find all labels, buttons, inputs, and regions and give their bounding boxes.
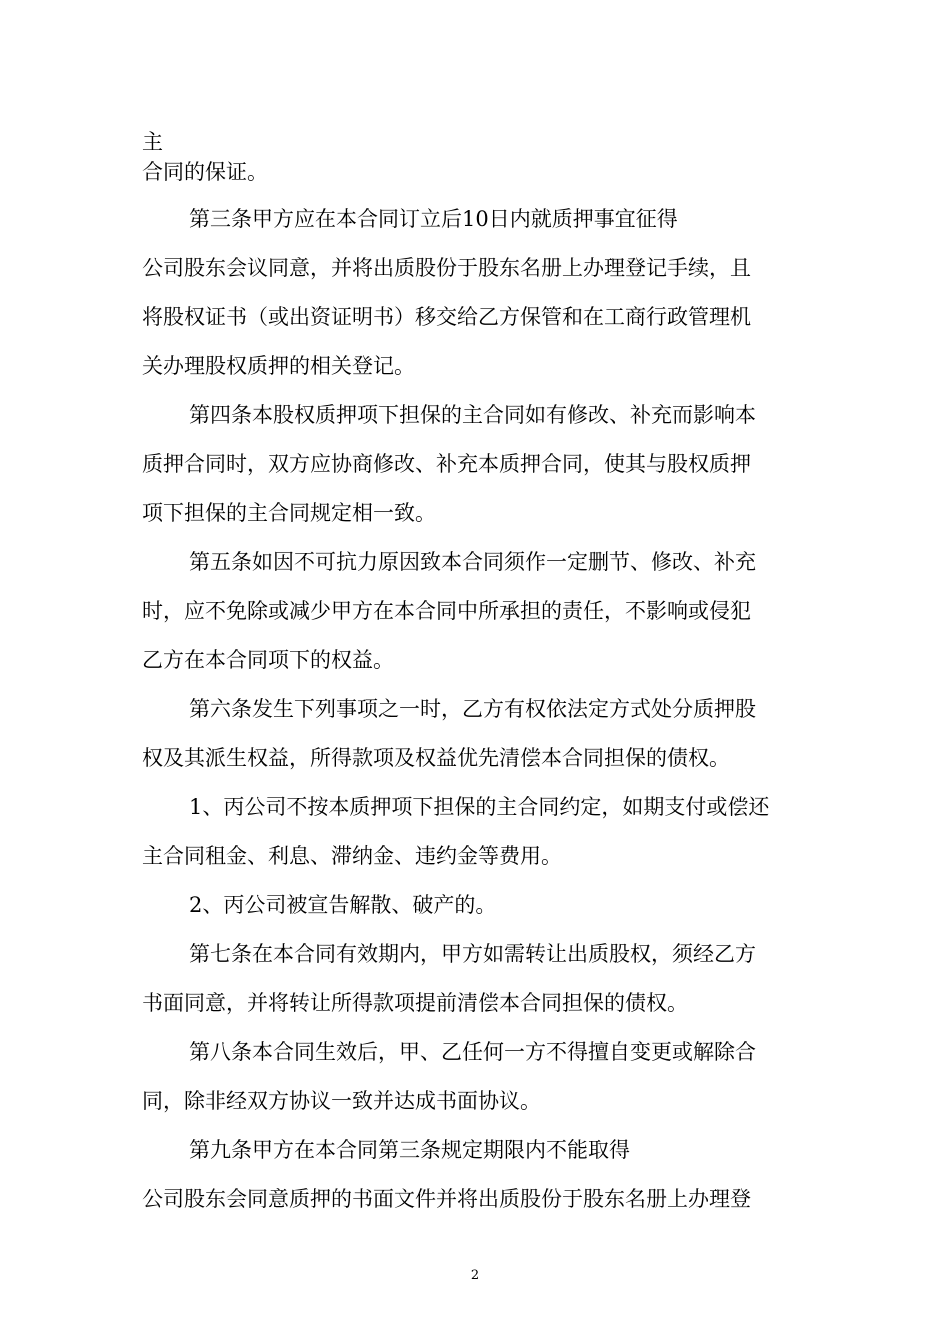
text-line: 第五条如因不可抗力原因致本合同须作一定删节、修改、补充	[189, 550, 756, 574]
text-line: 权及其派生权益，所得款项及权益优先清偿本合同担保的债权。	[142, 746, 730, 770]
text-line: 项下担保的主合同规定相一致。	[142, 501, 436, 525]
text-line: 第八条本合同生效后，甲、乙任何一方不得擅自变更或解除合	[189, 1040, 756, 1064]
text-line: 公司股东会同意质押的书面文件并将出质股份于股东名册上办理登	[142, 1187, 751, 1211]
page-number: 2	[470, 1268, 480, 1283]
text-line: 第六条发生下列事项之一时，乙方有权依法定方式处分质押股	[189, 697, 756, 721]
text-line: 主	[142, 130, 163, 154]
text-line: 公司股东会议同意，并将出质股份于股东名册上办理登记手续，且	[142, 256, 751, 280]
text-line: 质押合同时，双方应协商修改、补充本质押合同，使其与股权质押	[142, 452, 751, 476]
text-line: 将股权证书（或出资证明书）移交给乙方保管和在工商行政管理机	[142, 305, 751, 329]
text-line: 第三条甲方应在本合同订立后10日内就质押事宜征得	[189, 207, 678, 231]
text-line: 主合同租金、利息、滞纳金、违约金等费用。	[142, 844, 562, 868]
text-line: 乙方在本合同项下的权益。	[142, 648, 394, 672]
text-line: 合同的保证。	[142, 160, 268, 184]
text-line: 第九条甲方在本合同第三条规定期限内不能取得	[189, 1138, 630, 1162]
text-line: 关办理股权质押的相关登记。	[142, 354, 415, 378]
text-line: 1、丙公司不按本质押项下担保的主合同约定，如期支付或偿还	[189, 795, 770, 819]
text-line: 第四条本股权质押项下担保的主合同如有修改、补充而影响本	[189, 403, 756, 427]
text-line: 同，除非经双方协议一致并达成书面协议。	[142, 1089, 541, 1113]
text-line: 第七条在本合同有效期内，甲方如需转让出质股权，须经乙方	[189, 942, 756, 966]
text-line: 时，应不免除或减少甲方在本合同中所承担的责任，不影响或侵犯	[142, 599, 751, 623]
text-line: 2、丙公司被宣告解散、破产的。	[189, 893, 497, 917]
text-line: 书面同意，并将转让所得款项提前清偿本合同担保的债权。	[142, 991, 688, 1015]
